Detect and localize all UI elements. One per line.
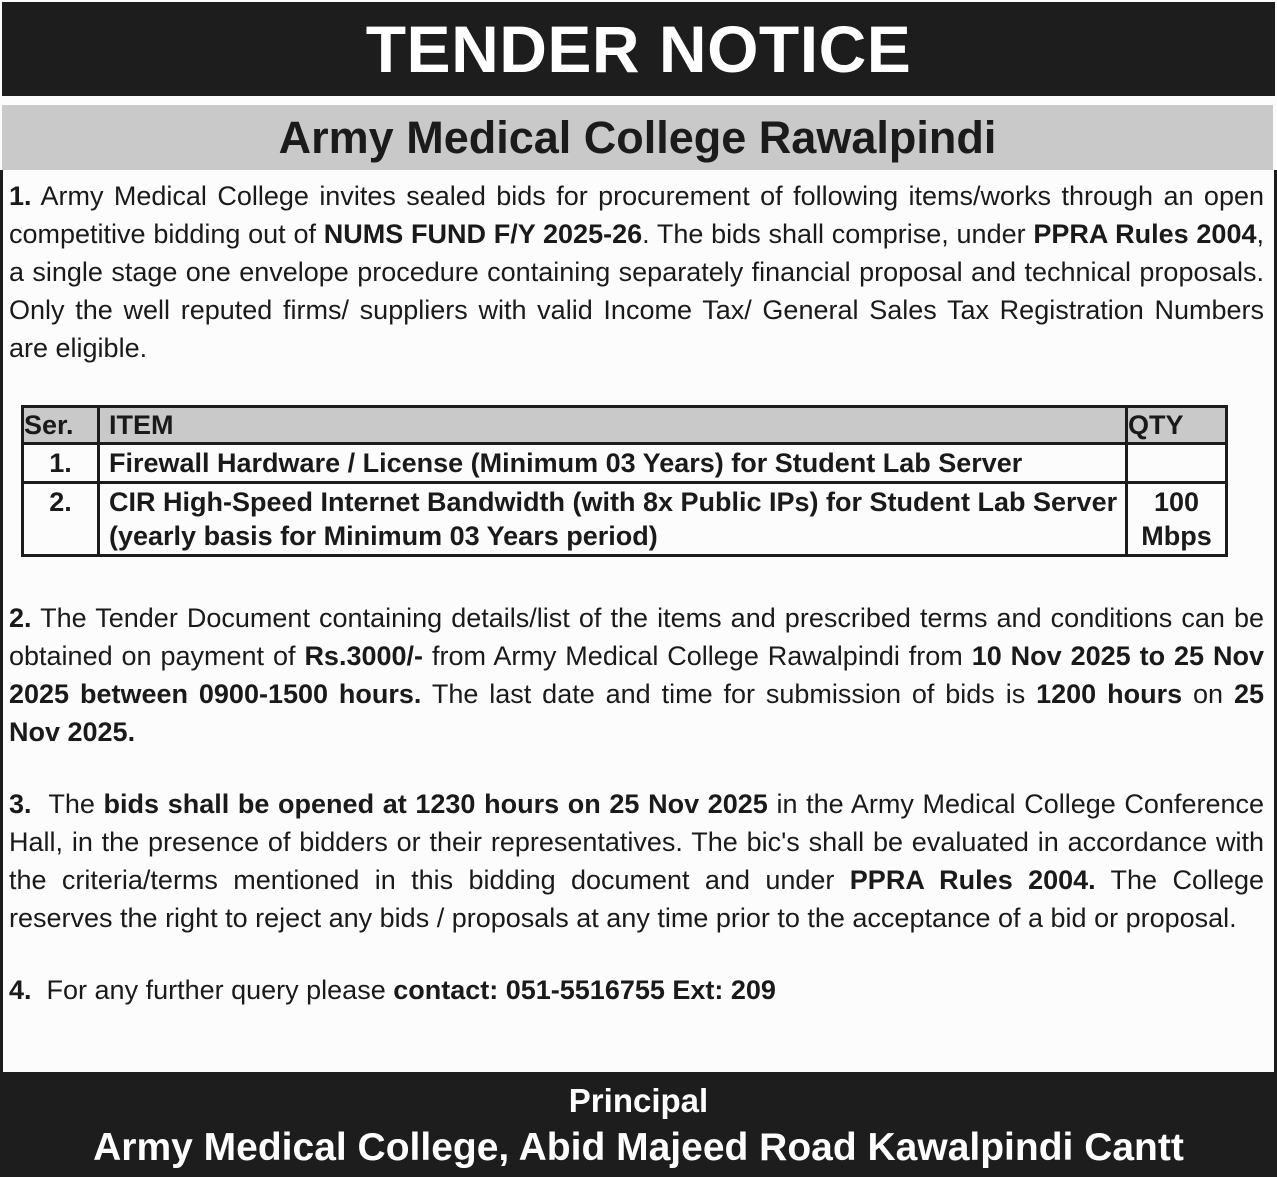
notice-body <box>0 170 1277 1072</box>
cell-item: CIR High-Speed Internet Bandwidth (with 8x Public IPs) for Student Lab Server (yearly basis for Minimum 03 Years period) <box>99 483 1127 556</box>
header-cell-qty: QTY <box>1127 407 1227 444</box>
table-row <box>23 483 1227 556</box>
table-row <box>23 444 1227 483</box>
college-name-title: Army Medical College Rawalpindi <box>278 111 997 163</box>
tender-notice-banner <box>2 2 1275 96</box>
contact-paragraph: 4. For any further query please contact: 051-5516755 Ext: 209 <box>9 975 776 1005</box>
footer-address: Army Medical College, Abid Majeed Road Kawalpindi Cantt <box>93 1126 1184 1169</box>
bid-opening-paragraph: 3. The bids shall be opened at 1230 hours on 25 Nov 2025 in the Army Medical College Conference Hall, in the presence of bidders or their representatives. The bic's shall be evaluated in accordance with the criteria/terms mentioned in this bidding document and under PPRA Rules 2004. The College reserves the right to reject any bids / proposals at any time prior to the acceptance of a bid or proposal. <box>9 789 1265 933</box>
header-cell-item: ITEM <box>99 407 1127 444</box>
items-table-header-row <box>23 407 1227 444</box>
cell-qty: 100 Mbps <box>1127 483 1227 556</box>
college-name-banner <box>2 105 1273 170</box>
footer-band <box>0 1072 1277 1177</box>
cell-ser: 2. <box>23 483 99 556</box>
cell-item: Firewall Hardware / License (Minimum 03 Years) for Student Lab Server <box>99 444 1127 483</box>
intro-paragraph: 1. Army Medical College invites sealed bids for procurement of following items/works through an open competitive bidding out of NUMS FUND F/Y 2025-26. The bids shall comprise, under PPRA Rules 2004, a single stage one envelope procedure containing separately financial proposal and technical proposals. Only the well reputed firms/ suppliers with valid Income Tax/ General Sales Tax Registration Numbers are eligible. <box>9 181 1264 363</box>
items-table <box>21 405 1228 557</box>
cell-ser: 1. <box>23 444 99 483</box>
header-cell-ser: Ser. <box>23 407 99 444</box>
tender-document-paragraph: 2. The Tender Document containing details/list of the items and prescribed terms and conditions can be obtained on payment of Rs.3000/- from Army Medical College Rawalpindi from 10 Nov 2025 to 25 Nov 2025 between 0900-1500 hours. The last date and time for submission of bids is 1200 hours on 25 Nov 2025. <box>9 603 1265 747</box>
tender-notice-title: TENDER NOTICE <box>365 12 912 86</box>
cell-qty <box>1127 444 1227 483</box>
footer-principal: Principal <box>568 1082 709 1119</box>
